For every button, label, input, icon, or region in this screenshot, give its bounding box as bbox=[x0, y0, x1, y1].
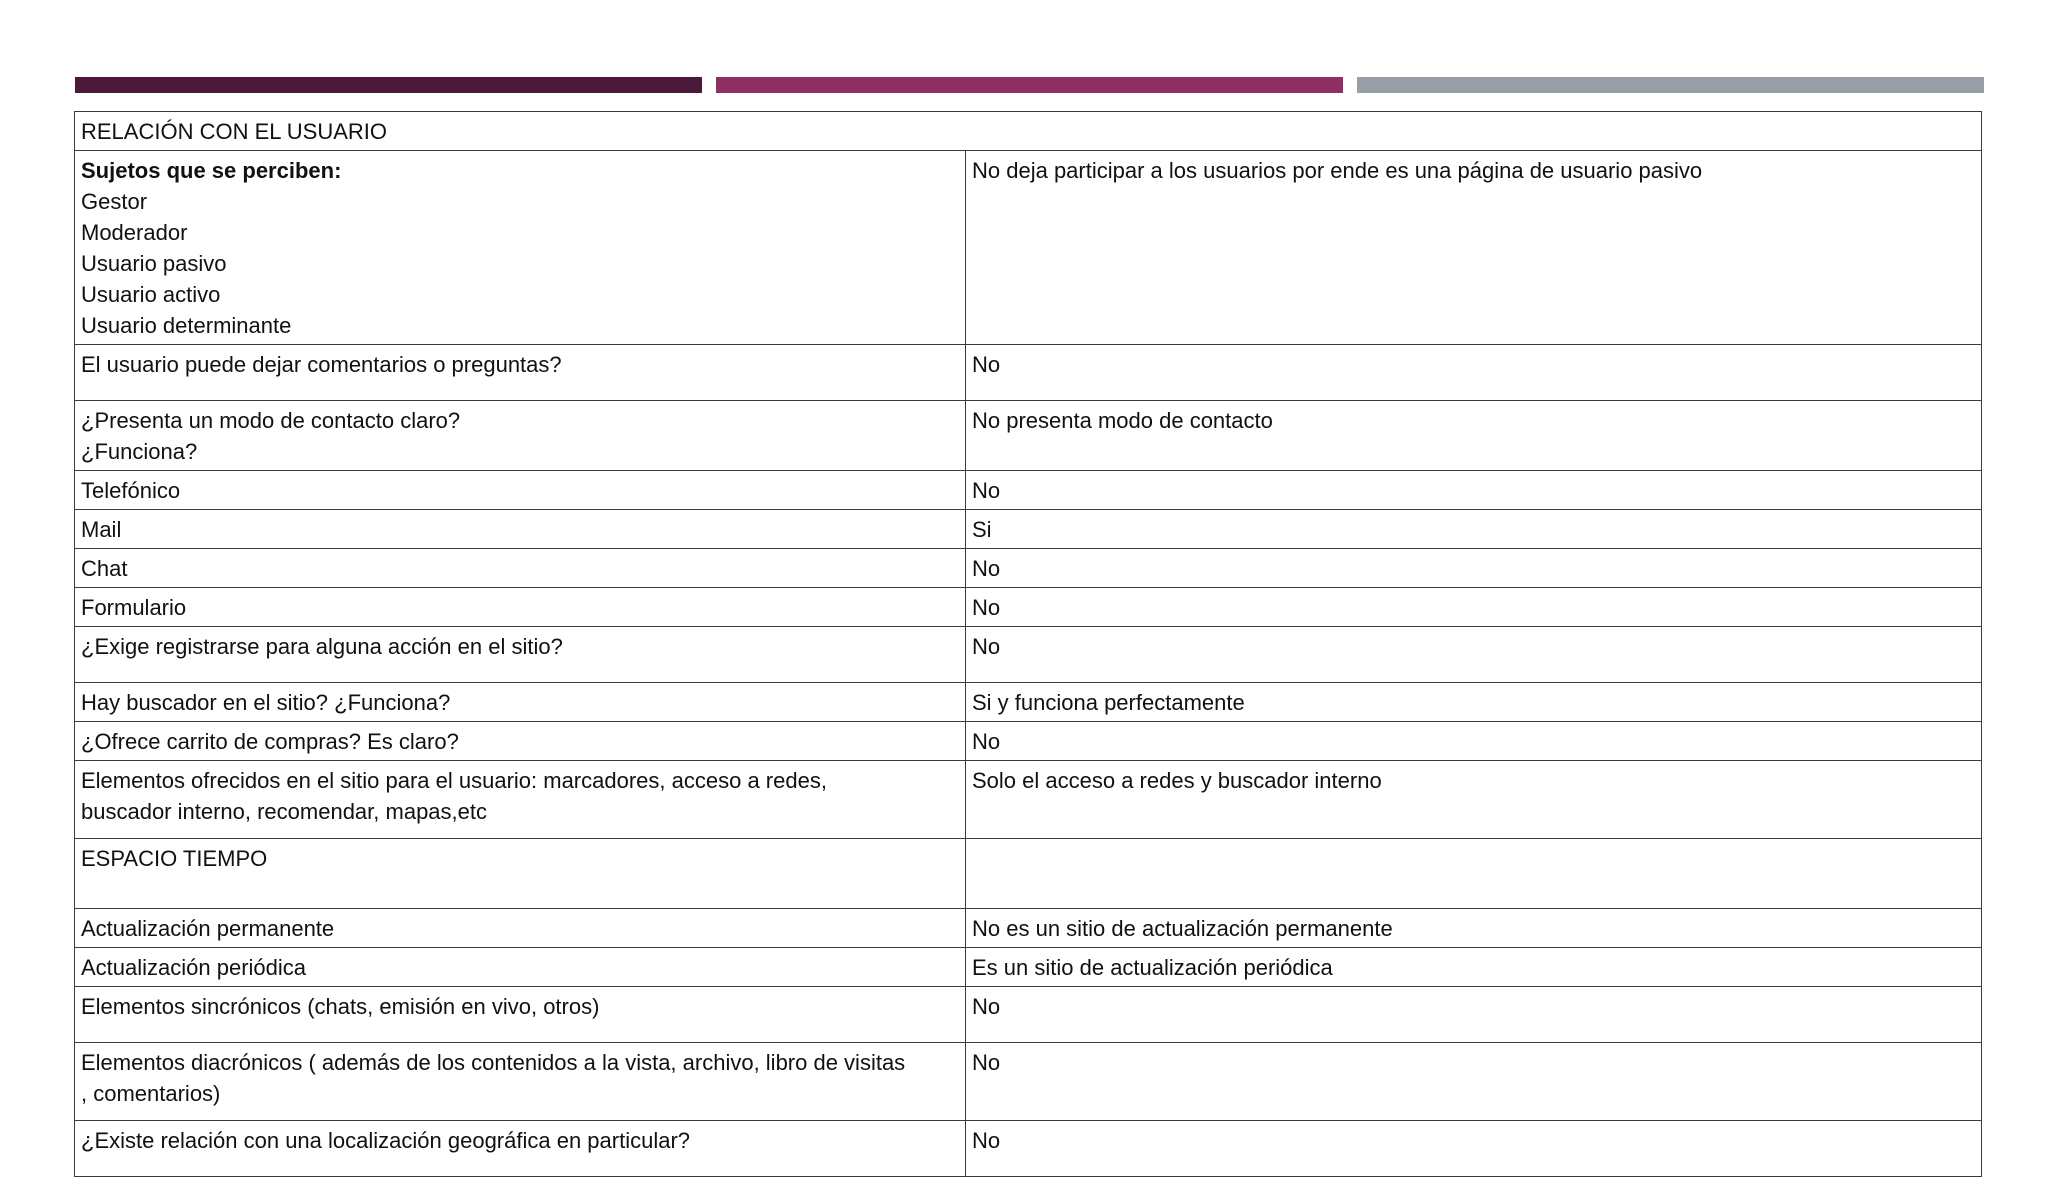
table-row bbox=[75, 987, 1982, 1043]
header-accent-bar-dark bbox=[75, 77, 702, 93]
question-cell: ¿Exige registrarse para alguna acción en el sitio? bbox=[75, 627, 966, 683]
subjects-heading: Sujetos que se perciben: bbox=[81, 158, 342, 183]
section-title-espacio: ESPACIO TIEMPO bbox=[75, 839, 966, 909]
table-row bbox=[75, 471, 1982, 510]
answer-cell: No bbox=[966, 627, 1982, 683]
table-row bbox=[75, 761, 1982, 839]
question-cell bbox=[75, 401, 966, 471]
subjects-cell bbox=[75, 151, 966, 345]
header-accent-bar-gray bbox=[1357, 77, 1984, 93]
table-row bbox=[75, 627, 1982, 683]
table-row bbox=[75, 510, 1982, 549]
question-cell bbox=[75, 1043, 966, 1121]
subject-item: Usuario pasivo bbox=[81, 251, 227, 276]
question-line: buscador interno, recomendar, mapas,etc bbox=[81, 799, 488, 824]
question-cell: Chat bbox=[75, 549, 966, 588]
subjects-answer: No deja participar a los usuarios por ende es una página de usuario pasivo bbox=[966, 151, 1982, 345]
table-row bbox=[75, 549, 1982, 588]
subject-item: Gestor bbox=[81, 189, 148, 214]
question-line: Elementos ofrecidos en el sitio para el usuario: marcadores, acceso a redes, bbox=[81, 768, 827, 793]
answer-cell: Si bbox=[966, 510, 1982, 549]
question-cell: Hay buscador en el sitio? ¿Funciona? bbox=[75, 683, 966, 722]
table-row bbox=[75, 588, 1982, 627]
subject-item: Moderador bbox=[81, 220, 188, 245]
question-cell: Actualización periódica bbox=[75, 948, 966, 987]
question-cell: ¿Existe relación con una localización geográfica en particular? bbox=[75, 1121, 966, 1177]
table-row bbox=[75, 722, 1982, 761]
answer-cell: No bbox=[966, 1121, 1982, 1177]
answer-cell: No bbox=[966, 1043, 1982, 1121]
question-cell: ¿Ofrece carrito de compras? Es claro? bbox=[75, 722, 966, 761]
table-row bbox=[75, 1043, 1982, 1121]
answer-cell: No presenta modo de contacto bbox=[966, 401, 1982, 471]
question-cell: Actualización permanente bbox=[75, 909, 966, 948]
answer-cell: No bbox=[966, 471, 1982, 510]
question-line: ¿Presenta un modo de contacto claro? bbox=[81, 408, 461, 433]
table-row bbox=[75, 909, 1982, 948]
table-row bbox=[75, 345, 1982, 401]
section-header-row bbox=[75, 112, 1982, 151]
answer-cell: No bbox=[966, 549, 1982, 588]
question-cell: El usuario puede dejar comentarios o preguntas? bbox=[75, 345, 966, 401]
question-cell: Formulario bbox=[75, 588, 966, 627]
subject-item: Usuario determinante bbox=[81, 313, 292, 338]
evaluation-table bbox=[74, 111, 1982, 1177]
table-row bbox=[75, 948, 1982, 987]
subject-item: Usuario activo bbox=[81, 282, 221, 307]
empty-cell bbox=[966, 839, 1982, 909]
table-row bbox=[75, 151, 1982, 345]
question-cell: Telefónico bbox=[75, 471, 966, 510]
answer-cell: No bbox=[966, 722, 1982, 761]
answer-cell: No bbox=[966, 345, 1982, 401]
question-cell: Elementos sincrónicos (chats, emisión en vivo, otros) bbox=[75, 987, 966, 1043]
table-row bbox=[75, 1121, 1982, 1177]
answer-cell: Si y funciona perfectamente bbox=[966, 683, 1982, 722]
answer-cell: No bbox=[966, 987, 1982, 1043]
answer-cell: Solo el acceso a redes y buscador interno bbox=[966, 761, 1982, 839]
question-cell bbox=[75, 761, 966, 839]
question-line: ¿Funciona? bbox=[81, 439, 198, 464]
table-row bbox=[75, 683, 1982, 722]
question-line: , comentarios) bbox=[81, 1081, 221, 1106]
answer-cell: Es un sitio de actualización periódica bbox=[966, 948, 1982, 987]
question-line: Elementos diacrónicos ( además de los contenidos a la vista, archivo, libro de visitas bbox=[81, 1050, 906, 1075]
section-header-row bbox=[75, 839, 1982, 909]
section-title-relacion: RELACIÓN CON EL USUARIO bbox=[75, 112, 1982, 151]
question-cell: Mail bbox=[75, 510, 966, 549]
answer-cell: No bbox=[966, 588, 1982, 627]
header-accent-bar-magenta bbox=[716, 77, 1343, 93]
table-row bbox=[75, 401, 1982, 471]
answer-cell: No es un sitio de actualización permanente bbox=[966, 909, 1982, 948]
